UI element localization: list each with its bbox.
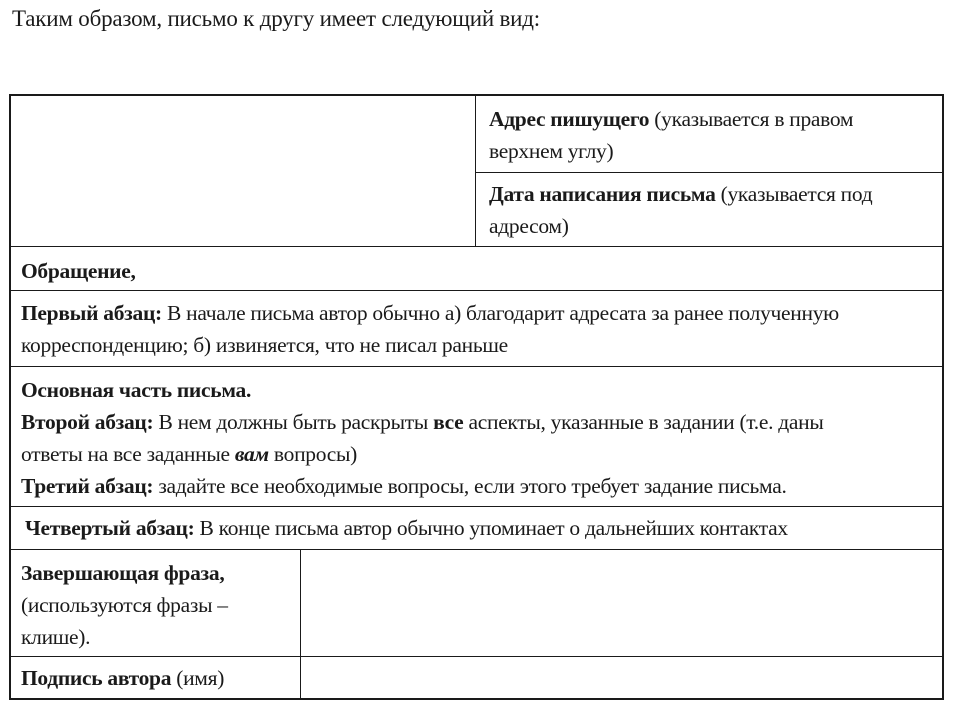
closing-note: (используются фразы – bbox=[21, 593, 228, 617]
intro-text: Таким образом, письмо к другу имеет следующий вид: bbox=[12, 6, 540, 31]
date-cell bbox=[489, 178, 934, 242]
first-paragraph-cell bbox=[21, 297, 936, 361]
first-paragraph-text-cont: корреспонденцию; б) извиняется, что не писал раньше bbox=[21, 333, 508, 357]
column-divider-bottom bbox=[300, 549, 301, 700]
second-paragraph-line2-emphasis: вам bbox=[234, 442, 269, 466]
address-date-divider bbox=[475, 172, 942, 173]
main-part-heading: Основная часть письма. bbox=[21, 378, 252, 402]
address-note-cont: верхнем углу) bbox=[489, 139, 614, 163]
greeting-label: Обращение, bbox=[21, 259, 136, 283]
closing-top-line bbox=[11, 549, 942, 550]
signature-top-line bbox=[11, 656, 942, 657]
address-note: (указывается в правом bbox=[649, 107, 854, 131]
date-label: Дата написания письма bbox=[489, 182, 716, 206]
main-part-cell bbox=[21, 374, 936, 502]
signature-note: (имя) bbox=[171, 666, 225, 690]
second-paragraph-label: Второй абзац: bbox=[21, 410, 154, 434]
greeting-cell bbox=[21, 255, 136, 287]
letter-structure-table bbox=[9, 94, 944, 700]
signature-label: Подпись автора bbox=[21, 666, 172, 690]
first-paragraph-label: Первый абзац: bbox=[21, 301, 162, 325]
greeting-top-line bbox=[11, 246, 942, 247]
closing-label: Завершающая фраза, bbox=[21, 561, 225, 585]
date-note-cont: адресом) bbox=[489, 214, 569, 238]
second-paragraph-line2: ответы на все заданные bbox=[21, 442, 235, 466]
column-divider-top bbox=[475, 96, 476, 246]
third-paragraph-label: Третий абзац: bbox=[21, 474, 154, 498]
address-cell bbox=[489, 103, 934, 167]
closing-note-cont: клише). bbox=[21, 625, 91, 649]
fourth-paragraph-text: В конце письма автор обычно упоминает о дальнейших контактах bbox=[194, 516, 788, 540]
second-paragraph-text: В нем должны быть раскрыты bbox=[153, 410, 434, 434]
fourth-paragraph-cell bbox=[25, 512, 788, 544]
address-label: Адрес пишущего bbox=[489, 107, 650, 131]
closing-cell bbox=[21, 557, 296, 653]
first-paragraph-text: В начале письма автор обычно а) благодарит адресата за ранее полученную bbox=[161, 301, 839, 325]
third-paragraph-text: задайте все необходимые вопросы, если этого требует задание письма. bbox=[153, 474, 787, 498]
main-part-top-line bbox=[11, 366, 942, 367]
second-paragraph-line2-b: вопросы) bbox=[268, 442, 357, 466]
first-paragraph-top-line bbox=[11, 290, 942, 291]
fourth-paragraph-label: Четвертый абзац: bbox=[25, 516, 195, 540]
fourth-paragraph-top-line bbox=[11, 506, 942, 507]
second-paragraph-emphasis: все bbox=[433, 410, 464, 434]
signature-cell bbox=[21, 662, 224, 694]
date-note: (указывается под bbox=[715, 182, 873, 206]
second-paragraph-text-b: аспекты, указанные в задании (т.е. даны bbox=[463, 410, 824, 434]
